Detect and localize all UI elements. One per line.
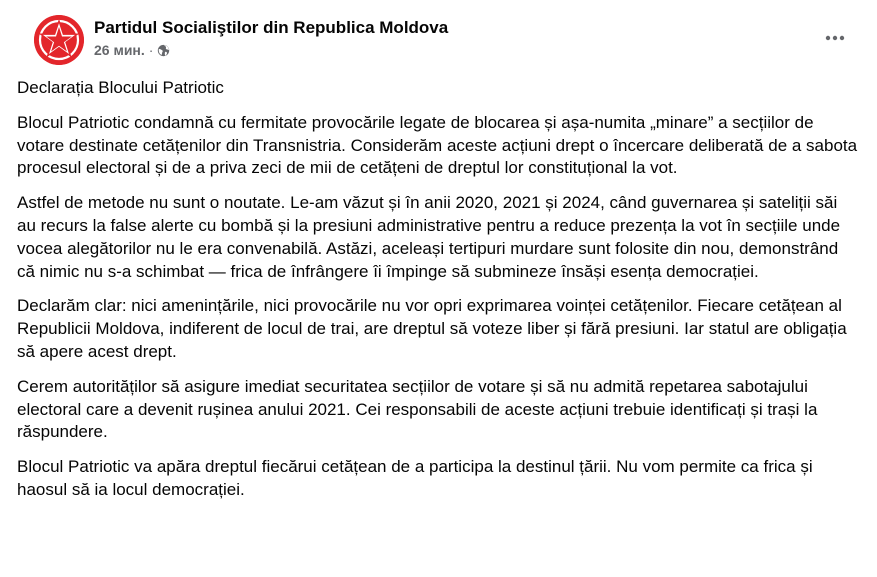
post-header [17,0,859,68]
paragraph-5: Blocul Patriotic va apăra dreptul fiecărui cetățean de a participa la destinul țării. Nu vom permite ca frica și haosul să ia locul democrației. [17,457,813,499]
avatar[interactable] [34,15,84,65]
paragraph-3: Declarăm clar: nici amenințările, nici provocările nu vor opri exprimarea voinței cetățenilor. Fiecare cetățean al Republicii Moldova, indiferent de locul de trai, are dreptul să voteze liber și fără presiuni. Iar statul are obligația să apere acest drept. [17,296,847,361]
paragraph-4: Cerem autorităților să asigure imediat securitatea secțiilor de votare și să nu admită repetarea sabotajului electoral care a devenit rușinea anului 2021. Cei responsabili de aceste acțiuni trebuie identificați și trași la răspundere. [17,376,818,442]
timestamp-link[interactable]: 26 мин. [94,42,145,58]
more-options-button[interactable] [817,20,853,56]
post-title: Declarația Blocului Patriotic [17,78,224,97]
party-star-logo-icon [34,15,84,65]
paragraph-2: Astfel de metode nu sunt o noutate. Le-am văzut și în anii 2020, 2021 și 2024, când guvernarea și sateliții săi au recurs la false alerte cu bombă și la presiuni administrative pentru a reduce prezența la vot în secțiile unde vocea alegătorilor nu le era convenabilă. Astăzi, aceleași tertipuri murdare sunt folosite din nou, demonstrând că nimic nu s-a schimbat — frica de înfrângere îi împinge să submineze însăși esența democrației. [17,193,841,281]
author-name-link[interactable]: Partidul Socialiştilor din Republica Moldova [94,18,449,37]
globe-icon[interactable] [157,44,170,57]
meta-separator: · [148,42,154,58]
post-meta [94,42,448,59]
paragraph-1: Blocul Patriotic condamnă cu fermitate provocările legate de blocarea și așa-numita „minare” a secțiilor de votare destinate cetățenilor din Transnistria. Considerăm aceste acțiuni drept o încercare deliberată de a sabota procesul electoral și de a priva zeci de mii de cetățeni de dreptul lor constituțional la vot. [17,112,858,178]
author-block [94,18,448,59]
more-horizontal-icon [825,35,845,41]
post-body [17,77,859,502]
